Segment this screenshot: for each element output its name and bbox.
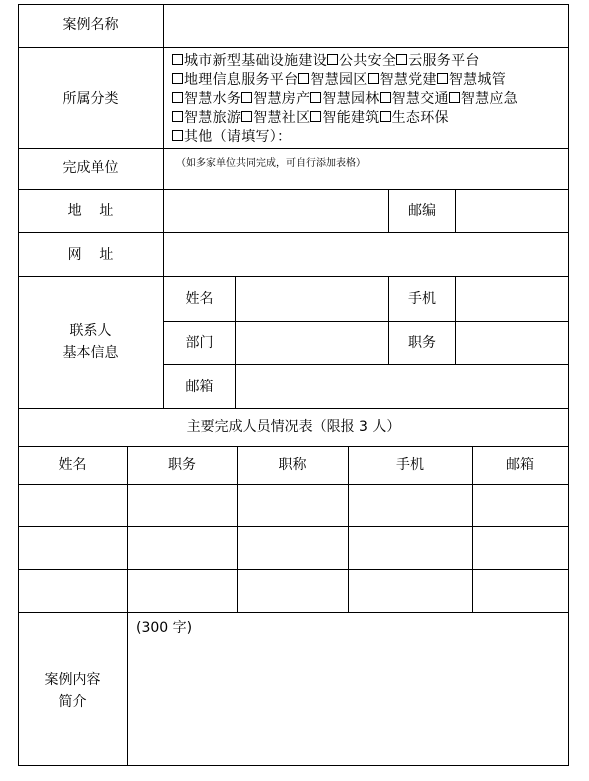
intro-hint: (300 字) — [136, 620, 193, 636]
category-option[interactable]: 智慧城管 — [437, 72, 506, 88]
website-input[interactable] — [164, 233, 568, 276]
category-option[interactable]: 智慧园区 — [298, 72, 367, 88]
checkbox-icon[interactable] — [241, 92, 252, 103]
table-row[interactable] — [19, 527, 568, 569]
team-col-mobile: 手机 — [396, 457, 424, 473]
table-row[interactable] — [19, 485, 568, 526]
contact-email-label: 邮箱 — [185, 379, 214, 395]
checkbox-icon[interactable] — [396, 54, 407, 65]
category-option[interactable]: 智慧园林 — [310, 91, 379, 107]
contact-dept-label: 部门 — [185, 335, 214, 351]
checkbox-icon[interactable] — [241, 111, 252, 122]
category-option[interactable]: 城市新型基础设施建设 — [172, 53, 327, 69]
contact-name-input[interactable] — [236, 277, 388, 321]
checkbox-icon[interactable] — [172, 130, 183, 141]
checkbox-icon[interactable] — [172, 111, 183, 122]
checkbox-icon[interactable] — [310, 111, 321, 122]
team-col-email: 邮箱 — [506, 457, 534, 473]
website-label: 网 址 — [67, 247, 114, 263]
category-options[interactable] — [172, 52, 564, 147]
intro-label: 案例内容 — [44, 672, 101, 688]
address-label: 地 址 — [67, 203, 114, 219]
contact-title-input[interactable] — [456, 322, 568, 364]
checkbox-icon[interactable] — [172, 92, 183, 103]
address-input[interactable] — [164, 190, 388, 232]
team-table-header: 主要完成人员情况表（限报 3 人） — [186, 419, 401, 435]
unit-hint: （如多家单位共同完成，可自行添加表格） — [176, 158, 366, 169]
category-option-other[interactable]: 其他（请填写）： — [172, 129, 291, 145]
unit-input[interactable] — [164, 167, 568, 189]
category-label: 所属分类 — [62, 91, 119, 107]
contact-email-input[interactable] — [236, 365, 568, 408]
contact-label: 联系人 — [69, 323, 112, 339]
checkbox-icon[interactable] — [380, 92, 391, 103]
checkbox-icon[interactable] — [368, 73, 379, 84]
contact-mobile-label: 手机 — [408, 291, 436, 307]
checkbox-icon[interactable] — [172, 73, 183, 84]
unit-label: 完成单位 — [62, 160, 119, 176]
category-option[interactable]: 公共安全 — [327, 53, 396, 69]
category-option[interactable]: 云服务平台 — [396, 53, 480, 69]
case-name-input[interactable] — [164, 5, 568, 47]
table-row[interactable] — [19, 570, 568, 612]
contact-dept-input[interactable] — [236, 322, 388, 364]
category-option[interactable]: 智能建筑 — [310, 110, 379, 126]
checkbox-icon[interactable] — [437, 73, 448, 84]
checkbox-icon[interactable] — [172, 54, 183, 65]
team-col-title: 职称 — [278, 457, 307, 473]
contact-mobile-input[interactable] — [456, 277, 568, 321]
contact-name-label: 姓名 — [185, 291, 214, 307]
checkbox-icon[interactable] — [310, 92, 321, 103]
postcode-label: 邮编 — [408, 203, 436, 219]
category-option[interactable]: 智慧房产 — [241, 91, 310, 107]
team-col-name: 姓名 — [58, 457, 87, 473]
category-option[interactable]: 智慧旅游 — [172, 110, 241, 126]
contact-label-line2: 基本信息 — [62, 345, 119, 361]
case-name-label: 案例名称 — [62, 17, 119, 33]
category-option[interactable]: 智慧社区 — [241, 110, 310, 126]
intro-textarea[interactable] — [128, 640, 568, 765]
category-option[interactable]: 生态环保 — [380, 110, 449, 126]
category-option[interactable]: 智慧应急 — [449, 91, 518, 107]
category-option[interactable]: 智慧党建 — [368, 72, 437, 88]
checkbox-icon[interactable] — [298, 73, 309, 84]
intro-label-line2: 简介 — [58, 694, 87, 710]
category-option[interactable]: 地理信息服务平台 — [172, 72, 298, 88]
postcode-input[interactable] — [456, 190, 568, 232]
checkbox-icon[interactable] — [380, 111, 391, 122]
category-option[interactable]: 智慧交通 — [380, 91, 449, 107]
checkbox-icon[interactable] — [327, 54, 338, 65]
team-col-position: 职务 — [168, 457, 196, 473]
checkbox-icon[interactable] — [449, 92, 460, 103]
contact-title-label: 职务 — [408, 335, 436, 351]
category-option[interactable]: 智慧水务 — [172, 91, 241, 107]
